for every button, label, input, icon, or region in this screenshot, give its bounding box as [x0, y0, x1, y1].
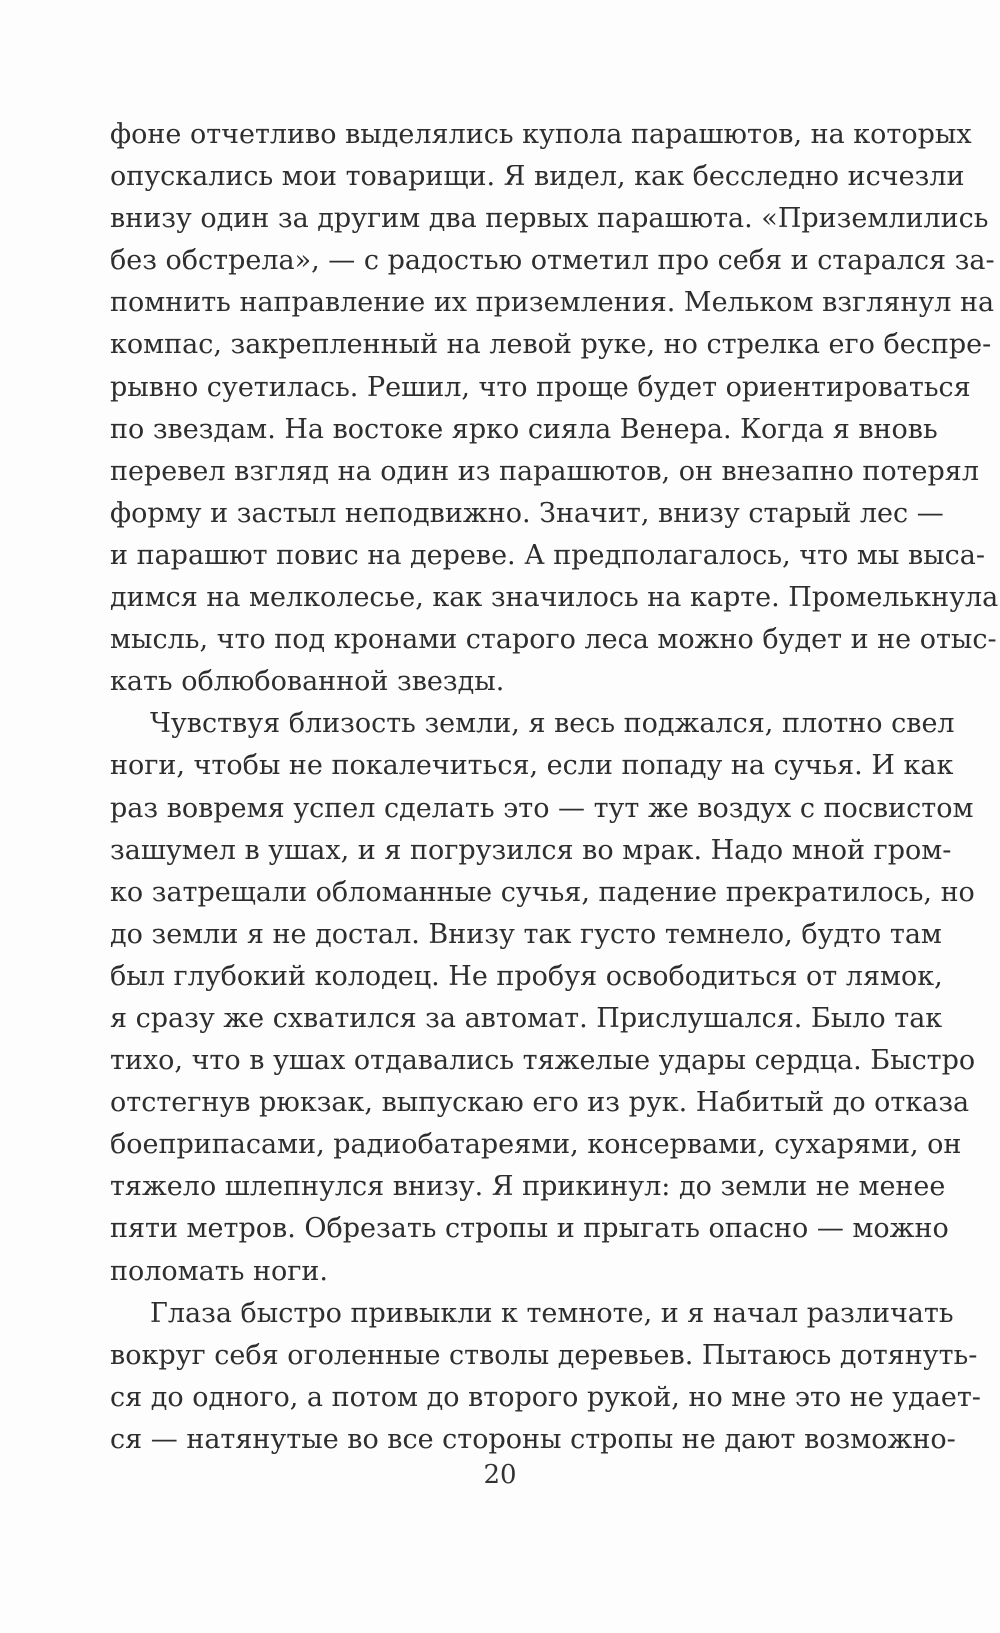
text-line: зашумел в ушах, и я погрузился во мрак. Надо мной гром- — [110, 834, 952, 866]
paragraph-1 — [110, 114, 999, 703]
text-line: Глаза быстро привыкли к темноте, и я начал различать — [150, 1297, 954, 1329]
text-line: опускались мои товарищи. Я видел, как бесследно исчезли — [110, 161, 965, 193]
text-line: ко затрещали обломанные сучья, падение прекратилось, но — [110, 876, 975, 908]
text-line: я сразу же схватился за автомат. Прислушался. Было так — [110, 1002, 943, 1034]
text-line: ся — натянутые во все стороны стропы не дают возможно- — [110, 1423, 956, 1455]
text-line: внизу один за другим два первых парашюта. «Приземлились — [110, 203, 989, 235]
text-line: до земли я не достал. Внизу так густо темнело, будто там — [110, 918, 942, 950]
text-line: без обстрела», — с радостью отметил про себя и старался за- — [110, 245, 995, 277]
text-line: ся до одного, а потом до второго рукой, но мне это не удает- — [110, 1381, 981, 1413]
text-line: димся на мелколесье, как значилось на карте. Промелькнула — [110, 582, 999, 614]
text-line: мысль, что под кронами старого леса можно будет и не отыс- — [110, 624, 997, 656]
text-line: перевел взгляд на один из парашютов, он внезапно потерял — [110, 455, 979, 487]
page-number: 20 — [483, 1460, 517, 1490]
text-line: тяжело шлепнулся внизу. Я прикинул: до земли не менее — [110, 1171, 946, 1203]
text-line: раз вовремя успел сделать это — тут же воздух с посвистом — [110, 792, 974, 824]
text-line: компас, закрепленный на левой руке, но стрелка его беспре- — [110, 329, 992, 361]
text-line: был глубокий колодец. Не пробуя освободиться от лямок, — [110, 960, 943, 992]
paragraph-3 — [110, 1293, 981, 1461]
text-line: фоне отчетливо выделялись купола парашютов, на которых — [110, 119, 972, 150]
text-line: ноги, чтобы не покалечиться, если попаду на сучья. И как — [110, 750, 954, 782]
text-line: кать облюбованной звезды. — [110, 666, 505, 698]
text-line: помнить направление их приземления. Мельком взглянул на — [110, 287, 995, 319]
text-line: рывно суетилась. Решил, что проще будет ориентироваться — [110, 371, 971, 403]
text-line: форму и застыл неподвижно. Значит, внизу старый лес — — [110, 497, 944, 529]
text-line: тихо, что в ушах отдавались тяжелые удары сердца. Быстро — [110, 1045, 976, 1077]
text-line: вокруг себя оголенные стволы деревьев. Пытаюсь дотянуть- — [110, 1339, 978, 1371]
body-text — [110, 114, 999, 1461]
paragraph-2 — [110, 703, 976, 1292]
text-line: боеприпасами, радиобатареями, консервами, сухарями, он — [110, 1129, 962, 1161]
text-line: по звездам. На востоке ярко сияла Венера. Когда я вновь — [110, 413, 938, 445]
text-line: и парашют повис на дереве. А предполагалось, что мы выса- — [110, 539, 985, 571]
text-line: Чувствуя близость земли, я весь поджался, плотно свел — [150, 708, 955, 740]
text-line: отстегнув рюкзак, выпускаю его из рук. Набитый до отказа — [110, 1087, 970, 1119]
text-line: поломать ноги. — [110, 1255, 328, 1287]
text-line: пяти метров. Обрезать стропы и прыгать опасно — можно — [110, 1213, 949, 1245]
